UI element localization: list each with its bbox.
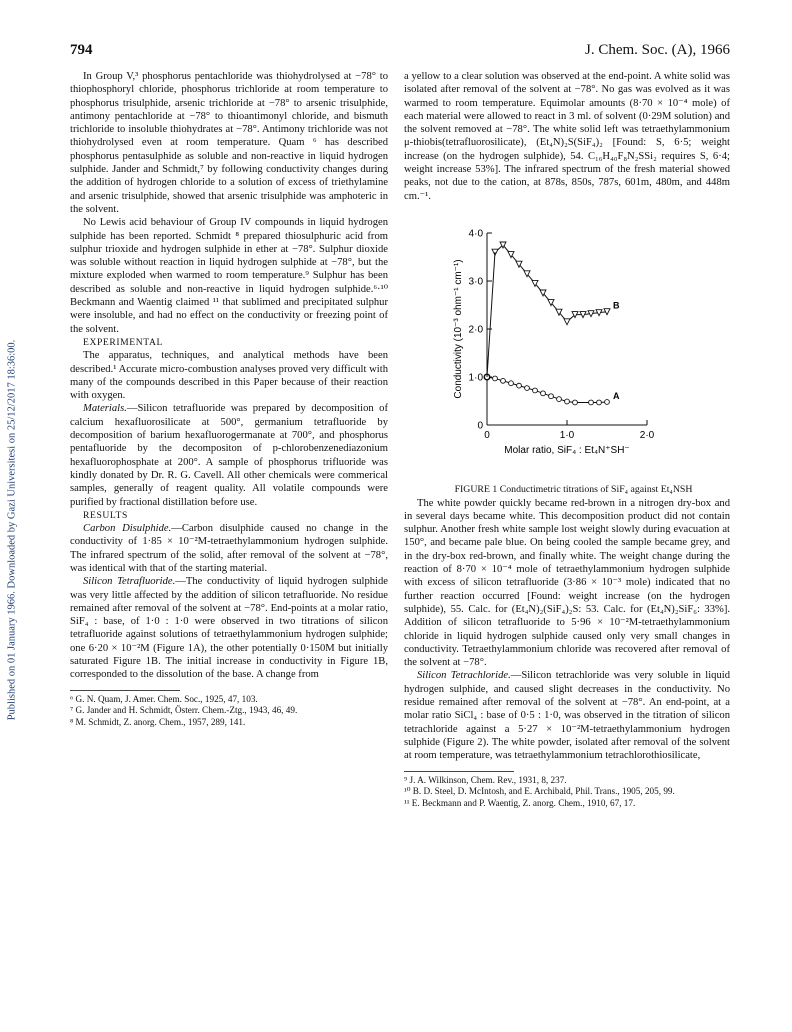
chart-axes	[453, 228, 655, 456]
series-label-A: A	[613, 390, 620, 401]
y-tick-label: 1·0	[468, 372, 483, 384]
data-point-A	[493, 376, 498, 381]
paragraph: No Lewis acid behaviour of Group IV compounds in liquid hydrogen sulphide has been reported. Schmidt ⁸ prepared thiosulphuric acid from sulphur trioxide and hydrogen sulphide in ether at −78°. Sulphur dioxide was soluble without reaction in liquid hydrogen sulphide at −78°, but the mixture exploded when warmed to room temperature.⁹ Sulphur has been described as soluble and non-reactive in liquid hydrogen sulphide.⁶·¹⁰ Beckmann and Waentig claimed ¹¹ that sublimed and precipitated sulphur were insoluble, and had no effect on the conductivity or freezing point of the solvent.	[70, 217, 388, 335]
figure-1	[404, 215, 730, 479]
paragraph	[70, 402, 388, 508]
data-point-A	[605, 400, 610, 405]
page-header	[70, 42, 730, 62]
data-point-A	[549, 394, 554, 399]
y-axis-label: Conductivity (10⁻³ ohm⁻¹ cm⁻¹)	[453, 259, 464, 399]
conductivity-chart	[417, 215, 717, 475]
footnote: ⁸ M. Schmidt, Z. anorg. Chem., 1957, 289, 141.	[70, 716, 246, 727]
paragraph: The white powder quickly became red-brown in a nitrogen dry-box and in several days became white. This decomposition product did not contain sulphur. Another fresh white sample lost weight slowly during evacuation at 150°, and became pale blue. On being cooled the sample became grey, and in the dry-box red-brown, and finally white. The weight change during the reaction of 8·70 × 10⁻⁴ mole of tetraethylammonium hydrogen sulphide with excess of silicon tetrafluoride (3·86 × 10⁻³ mole) indicated that no further reaction occurred [Found: weight increase (on the hydrogen sulphide), 55. Calc. for (Et₄N)₂(SiF₄)₂S: 53. Calc. for (Et₄N)₂SiF₆: 33%]. Addition of silicon tetrafluoride to 5·96 × 10⁻²M-tetraethylammonium chloride in liquid hydrogen sulphide caused only very small changes in conductivity. Tetraethylammonium chloride was recovered after removal of the solvent at −78°.	[404, 497, 730, 669]
footnote: ¹⁰ B. D. Steel, D. McIntosh, and E. Archibald, Phil. Trans., 1905, 205, 99.	[404, 786, 675, 797]
right-column	[404, 70, 730, 809]
footnote: ¹¹ E. Beckmann and P. Waentig, Z. anorg. Chem., 1910, 67, 17.	[404, 797, 636, 808]
footnote-rule	[70, 690, 180, 691]
page-number: 794	[70, 42, 93, 58]
subheading-materials: Materials.	[83, 403, 127, 415]
x-axis-label: Molar ratio, SiF₄ : Et₄N⁺SH⁻	[504, 444, 630, 456]
subheading-silicon-tetrachloride: Silicon Tetrachloride.	[417, 670, 511, 682]
section-heading-experimental: EXPERIMENTAL	[83, 336, 163, 348]
footnote-rule	[404, 771, 514, 772]
subheading-carbon-disulphide: Carbon Disulphide.	[83, 523, 172, 535]
y-tick-label: 0	[477, 420, 483, 432]
data-point-A	[501, 378, 506, 383]
data-point-A	[509, 381, 514, 386]
paragraph	[70, 575, 388, 681]
paragraph-text: —The conductivity of liquid hydrogen sulphide was very little affected by the addition of silicon tetrafluoride. No residue remained after removal of the solvent at −78°. End-points at a molar ratio, SiF₄ : base, of 1·0 : 1·0 were observed in two titrations of silicon tetrafluoride against solutions of tetraethylammonium hydrogen sulphide; one 6·20 × 10⁻²M (Figure 1A), the other potentially 0·150M but initially saturated Figure 1B. The initial increase in conductivity in Figure 1B, corresponded to the dissolution of the base. A change from	[70, 576, 388, 681]
paragraph-text: —Silicon tetrachloride was very soluble in liquid hydrogen sulphide, and caused slight decreases in the conductivity. No residue remained after removal of the solvent at −78°. An end-point, at a molar ratio SiCl₄ : base of 0·5 : 1·0, was observed in the titration of silicon tetrachloride against a 5·27 × 10⁻²M-tetraethylammonium hydrogen sulphide (Figure 2). The white powder, isolated after removal of the solvent at room temperature, was tetraethylammonium tetrachlorothiosilicate,	[404, 670, 731, 762]
data-point-A	[565, 399, 570, 404]
data-point-A	[533, 388, 538, 393]
x-tick-label: 1·0	[559, 429, 575, 441]
footnotes-right	[404, 775, 730, 810]
paragraph: The apparatus, techniques, and analytical methods have been described.¹ Accurate micro-combustion analyses proved very difficult with many of the compounds described in this Paper because of their reaction with oxygen.	[70, 350, 388, 402]
footnote: ⁹ J. A. Wilkinson, Chem. Rev., 1931, 8, 237.	[404, 774, 567, 785]
footnote: ⁷ G. Jander and H. Schmidt, Österr. Chem.-Ztg., 1943, 46, 49.	[70, 705, 298, 716]
paragraph-text: —Silicon tetrafluoride was prepared by decomposition of calcium hexafluorosilicate at 500°, germanium tetrafluoride by decomposition of barium hexafluorogermanate at 700°, and phosphorus pentafluoride by the decompositon of p-chlorobenzenediazonium hexafluorophosphate at 200°. A sample of phosphorus trifluoride was kindly donated by Dr. R. G. Cavell. All other chemicals were commerical samples, generally of reagent quality. All volatile compounds were purified by fractional distillation before use.	[70, 403, 388, 508]
journal-citation: J. Chem. Soc. (A), 1966	[585, 42, 730, 58]
data-point-A	[557, 397, 562, 402]
y-tick-label: 3·0	[468, 276, 483, 288]
data-point-A	[589, 400, 594, 405]
data-point-A	[517, 383, 522, 388]
data-point-A	[597, 400, 602, 405]
series-connector-B	[487, 252, 495, 377]
series-label-B: B	[613, 300, 620, 311]
paragraph: a yellow to a clear solution was observed at the end-point. A white solid was isolated after removal of the solvent at −78°. No gas was evolved as it was warmed to room temperature. Equimolar amounts (8·70 × 10⁻⁴ mole) of each material were allowed to react in 3 ml. of solvent (0·29M solution) and the solvent removed at −78°. The white solid left was tetraethylammonium μ-thiobis(tetrafluorosilicate), (Et₄N)₂S(SiF₄)₂ [Found: S, 6·5; weight increase (on the hydrogen sulphide), 54. C₁₆H₄₀F₈N₂SSi₂ requires S, 6·4; weight increase 53%]. The infrared spectrum of the fresh material showed peaks, not due to the cation, at 878s, 850s, 787s, 601m, 480m, and 448m cm.⁻¹.	[404, 71, 730, 202]
footnotes-left	[70, 694, 388, 729]
data-point-A	[541, 391, 546, 396]
x-tick-label: 0	[484, 429, 490, 441]
paragraph	[404, 669, 730, 762]
data-point-A	[573, 400, 578, 405]
subheading-silicon-tetrafluoride: Silicon Tetrafluoride.	[83, 576, 176, 588]
y-tick-label: 2·0	[468, 324, 483, 336]
paragraph-text: —Carbon disulphide caused no change in the conductivity of 1·85 × 10⁻²M-tetraethylammonium hydrogen sulphide. The infrared spectrum of the solid, after removal of the solvent at −78°, was identical with that of the starting material.	[70, 523, 389, 574]
download-notice	[4, 130, 20, 930]
data-point-A	[525, 386, 530, 391]
x-tick-label: 2·0	[639, 429, 655, 441]
figure-caption: FIGURE 1 Conductimetric titrations of SiF₄ against Et₄NSH	[454, 484, 693, 496]
data-point-B	[564, 319, 570, 325]
download-notice-text: Published on 01 January 1966. Downloaded by Gazi Universitesi on 25/12/2017 18:36:00.	[6, 339, 18, 721]
section-heading-results: RESULTS	[83, 509, 128, 521]
paragraph: In Group V,³ phosphorus pentachloride was thiohydrolysed at −78° to thiophosphoryl chloride, phosphorus trichloride at room temperature to phosphorus trisulphide, arsenic trichloride at −78° to arsenic trisulphide, antimony pentachloride at −78° to thioantimonyl chloride, and bismuth trichloride to insoluble thiohydrates at −78°. Antimony trichloride was not thiohydrolysed even at room temperature. Quam ⁶ has described phosphorus pentasulphide as soluble and non-reactive in liquid hydrogen sulphide. Jander and Schmidt,⁷ by following conductivity changes during the addition of hydrogen chloride to a solution of excess of triethylamine and arsenic trisulphide, showed that arsenic trisulphide was amphoteric in the solvent.	[70, 71, 388, 215]
chart-marks	[484, 242, 620, 405]
paragraph	[70, 522, 388, 575]
footnote: ⁶ G. N. Quam, J. Amer. Chem. Soc., 1925, 47, 103.	[70, 693, 258, 704]
y-tick-label: 4·0	[468, 228, 483, 240]
left-column	[70, 70, 388, 728]
